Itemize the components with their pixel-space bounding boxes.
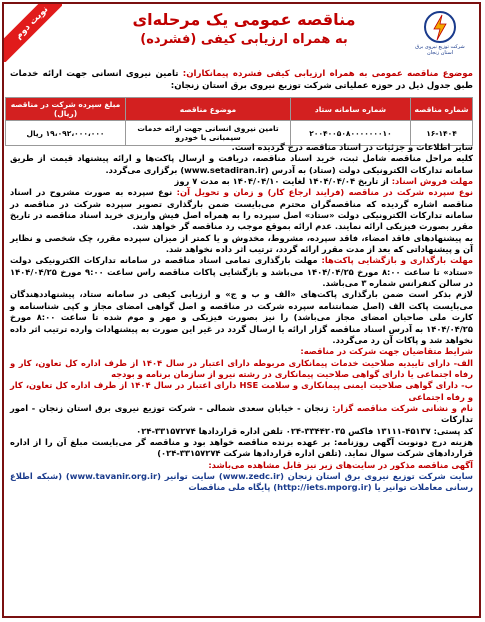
logo-caption: شرکت توزیع نیروی برق استان زنجان — [415, 44, 465, 56]
paragraph-text: مهلت بارگذاری تمامی اسناد مناقصه در سامانه تدارکات الکترونیکی دولت «ستاد» تا ساعت ۸:۰۰ مورخ ۱۴۰۴/۰۴/۲۵ می‌باشد و بازگشایی پاکات مناقصه راس ساعت ۹:۰۰ مورخ ۱۴۰۴/۰۴/۲۵ در سالن کنفرانس شماره ۳ می‌باشد. — [10, 255, 474, 289]
paragraph-label: مهلت بارگذاری و بازگشایی پاکت‌ها: — [321, 255, 473, 266]
paragraph-text: نوع سپرده به صورت مشروح در اسناد مناقصه اشاره گردیده که مناقصه‌گران محترم می‌بایست ضمن بارگذاری تصویر سپرده شرکت در مناقصه در سامانه تدارکات الکترونیکی دولت «ستاد» اصل سپرده را به همراه اصل فیش واریزی خرید اسناد مناقصه در تاریخ مقرر بصورت فیزیکی ارائه نمایند. عدم ارائه بموقع موجب رد مناقصه گر خواهد شد. — [10, 187, 473, 232]
paragraph — [10, 187, 473, 232]
paragraph: به پیشنهادهای فاقد امضاء، فاقد سپرده، مشروط، مخدوش و یا کمتر از میزان سپرده مقرر، چک شخصی و نظایر آن و پیشنهاداتی که بعد از مدت مقرر ارائه گردد، ترتیب اثر داده نخواهد شد. — [10, 232, 473, 255]
subject-label: موضوع مناقصه عمومی به همراه ارزیابی کیفی فشرده پیمانکاران: — [182, 69, 474, 79]
badge-label: نوبت دوم — [4, 4, 62, 62]
paragraph-label: نوع سپرده شرکت در مناقصه (فرایند ارجاع کار) و زمان و تحویل آن: — [176, 187, 473, 198]
paragraph — [10, 403, 473, 426]
paragraph-text: از تاریخ ۱۴۰۴/۰۴/۰۴ لغایت ۱۴۰۴/۰۴/۱۰ به مدت ۷ روز — [174, 176, 389, 187]
tender-table — [5, 97, 473, 146]
table-cell: تامین نیروی انسانی جهت ارائه خدمات سیمبانی با خودرو — [126, 121, 291, 146]
paragraph: هزینه درج دونوبت آگهی روزنامه: بر عهده برنده مناقصه خواهد بود و مناقصه گر می‌بایست مبلغ آن را از اداره قراردادهای شرکت سوال نماید. (تلفن اداره قراردادها شرکت ۳۳۱۵۷۲۷۴-۰۲۴) — [10, 436, 473, 459]
paragraph: شرایط متقاضیان جهت شرکت در مناقصه: — [300, 346, 473, 357]
notice-subtitle: به همراه ارزیابی کیفی (فشرده) — [140, 32, 348, 47]
notice-body — [10, 142, 473, 494]
table-header: شماره مناقصه — [411, 98, 473, 121]
table-cell: ۲۰۰۴۰۰۵۰۸۰۰۰۰۰۰۰۱۰ — [291, 121, 411, 146]
notice-title: مناقصه عمومی یک مرحله‌ای — [132, 10, 356, 29]
subject-line — [10, 68, 473, 92]
table-header: شماره سامانه ستاد — [291, 98, 411, 121]
paragraph — [10, 255, 473, 289]
company-logo — [409, 10, 471, 58]
paragraph: سایر اطلاعات و جزئیات در اسناد مناقصه درج گردیده است. — [231, 142, 473, 152]
paragraph: کد پستی: ۴۵۱۳۷-۱۳۱۱۱ فاکس ۳۳۴۴۲۰۳۵-۰۲۴ تلفن اداره قراردادها ۳۳۱۵۷۲۷۴-۰۲۴ — [136, 425, 473, 436]
table-cell: ۱۶-۱۴۰۴ — [411, 121, 473, 146]
notice-frame — [2, 2, 481, 618]
paragraph: آگهی مناقصه مذکور در سایت‌های زیر نیز قابل مشاهده می‌باشد: — [208, 459, 473, 470]
paragraph-label: مهلت فروش اسناد: — [391, 176, 473, 187]
table-header: موضوع مناقصه — [126, 98, 291, 121]
header — [4, 4, 479, 66]
paragraph: الف- دارای تاییدیه صلاحیت خدمات پیمانکاری مربوطه دارای اعتبار در سال ۱۴۰۴ از طرف اداره کل تعاون، کار و رفاه اجتماعی یا دارای گواهی صلاحیت پیمانکاری در رشته نیرو از سازمان برنامه و بودجه — [10, 357, 473, 379]
paragraph-text: زنجان - خیابان سعدی شمالی - شرکت توزیع نیروی برق استان زنجان - امور تدارکات — [10, 402, 473, 425]
paragraph-label: نام و نشانی شرکت مناقصه گزار: — [332, 402, 473, 413]
table-header-row — [6, 98, 473, 121]
table-cell: ۱۹،۰۹۲،۰۰۰،۰۰۰ ریال — [6, 121, 126, 146]
table-header: مبلغ سپرده شرکت در مناقصه (ریال) — [6, 98, 126, 121]
paragraph: کلیه مراحل مناقصه شامل ثبت، خرید اسناد مناقصه، دریافت و ارسال پاکت‌ها و ارائه پیشنهاد قیمت از طریق سامانه تدارکات الکترونیکی دولت (ستاد) به آدرس (www.setadiran.ir) برگزاری می‌گردد. — [10, 153, 473, 175]
round-badge — [4, 4, 62, 62]
paragraph: لازم بذکر است ضمن بارگذاری پاکت‌های «الف و ب و ج» و ارزیابی کیفی در سامانه ستاد، پیشنهاد‌دهندگان می‌بایست پاکت الف (اصل ضمانتنامه سپرده شرکت در مناقصه و اصل گواهی امضای مجاز و کپی شناسنامه و کارت ملی صاحبان امضای مجاز می‌باشد) را نیز بصورت فیزیکی و مهر و موم شده تا ساعت ۸:۰۰ مورخ ۱۴۰۴/۰۴/۲۵ به آدرس اسناد مناقصه گزار ارائه یا ارسال گردد در غیر این صورت به پیشنهادات وارده ترتیب اثر داده نخواهد شد و پاکات آن رد می‌گردد. — [10, 289, 473, 345]
subject-text: تامین نیروی انسانی جهت ارائه خدمات طبق جدول ذیل در حوزه عملیاتی شرکت توزیع نیروی برق استان زنجان: — [10, 69, 473, 91]
lightning-globe-icon — [423, 10, 457, 44]
paragraph: سایت شرکت توزیع نیروی برق استان زنجان (www.zedc.ir) سایت توانیر (www.tavanir.org.ir) (شبکه اطلاع رسانی معاملات توانیر یا (http://iets.mporg.ir) پایگاه ملی مناقصات — [10, 470, 473, 493]
paragraph — [10, 176, 473, 187]
paragraph: ب- دارای گواهی صلاحیت ایمنی پیمانکاری و سلامت HSE دارای اعتبار در سال ۱۴۰۴ از طرف اداره کل تعاون، کار و رفاه اجتماعی — [10, 380, 473, 402]
